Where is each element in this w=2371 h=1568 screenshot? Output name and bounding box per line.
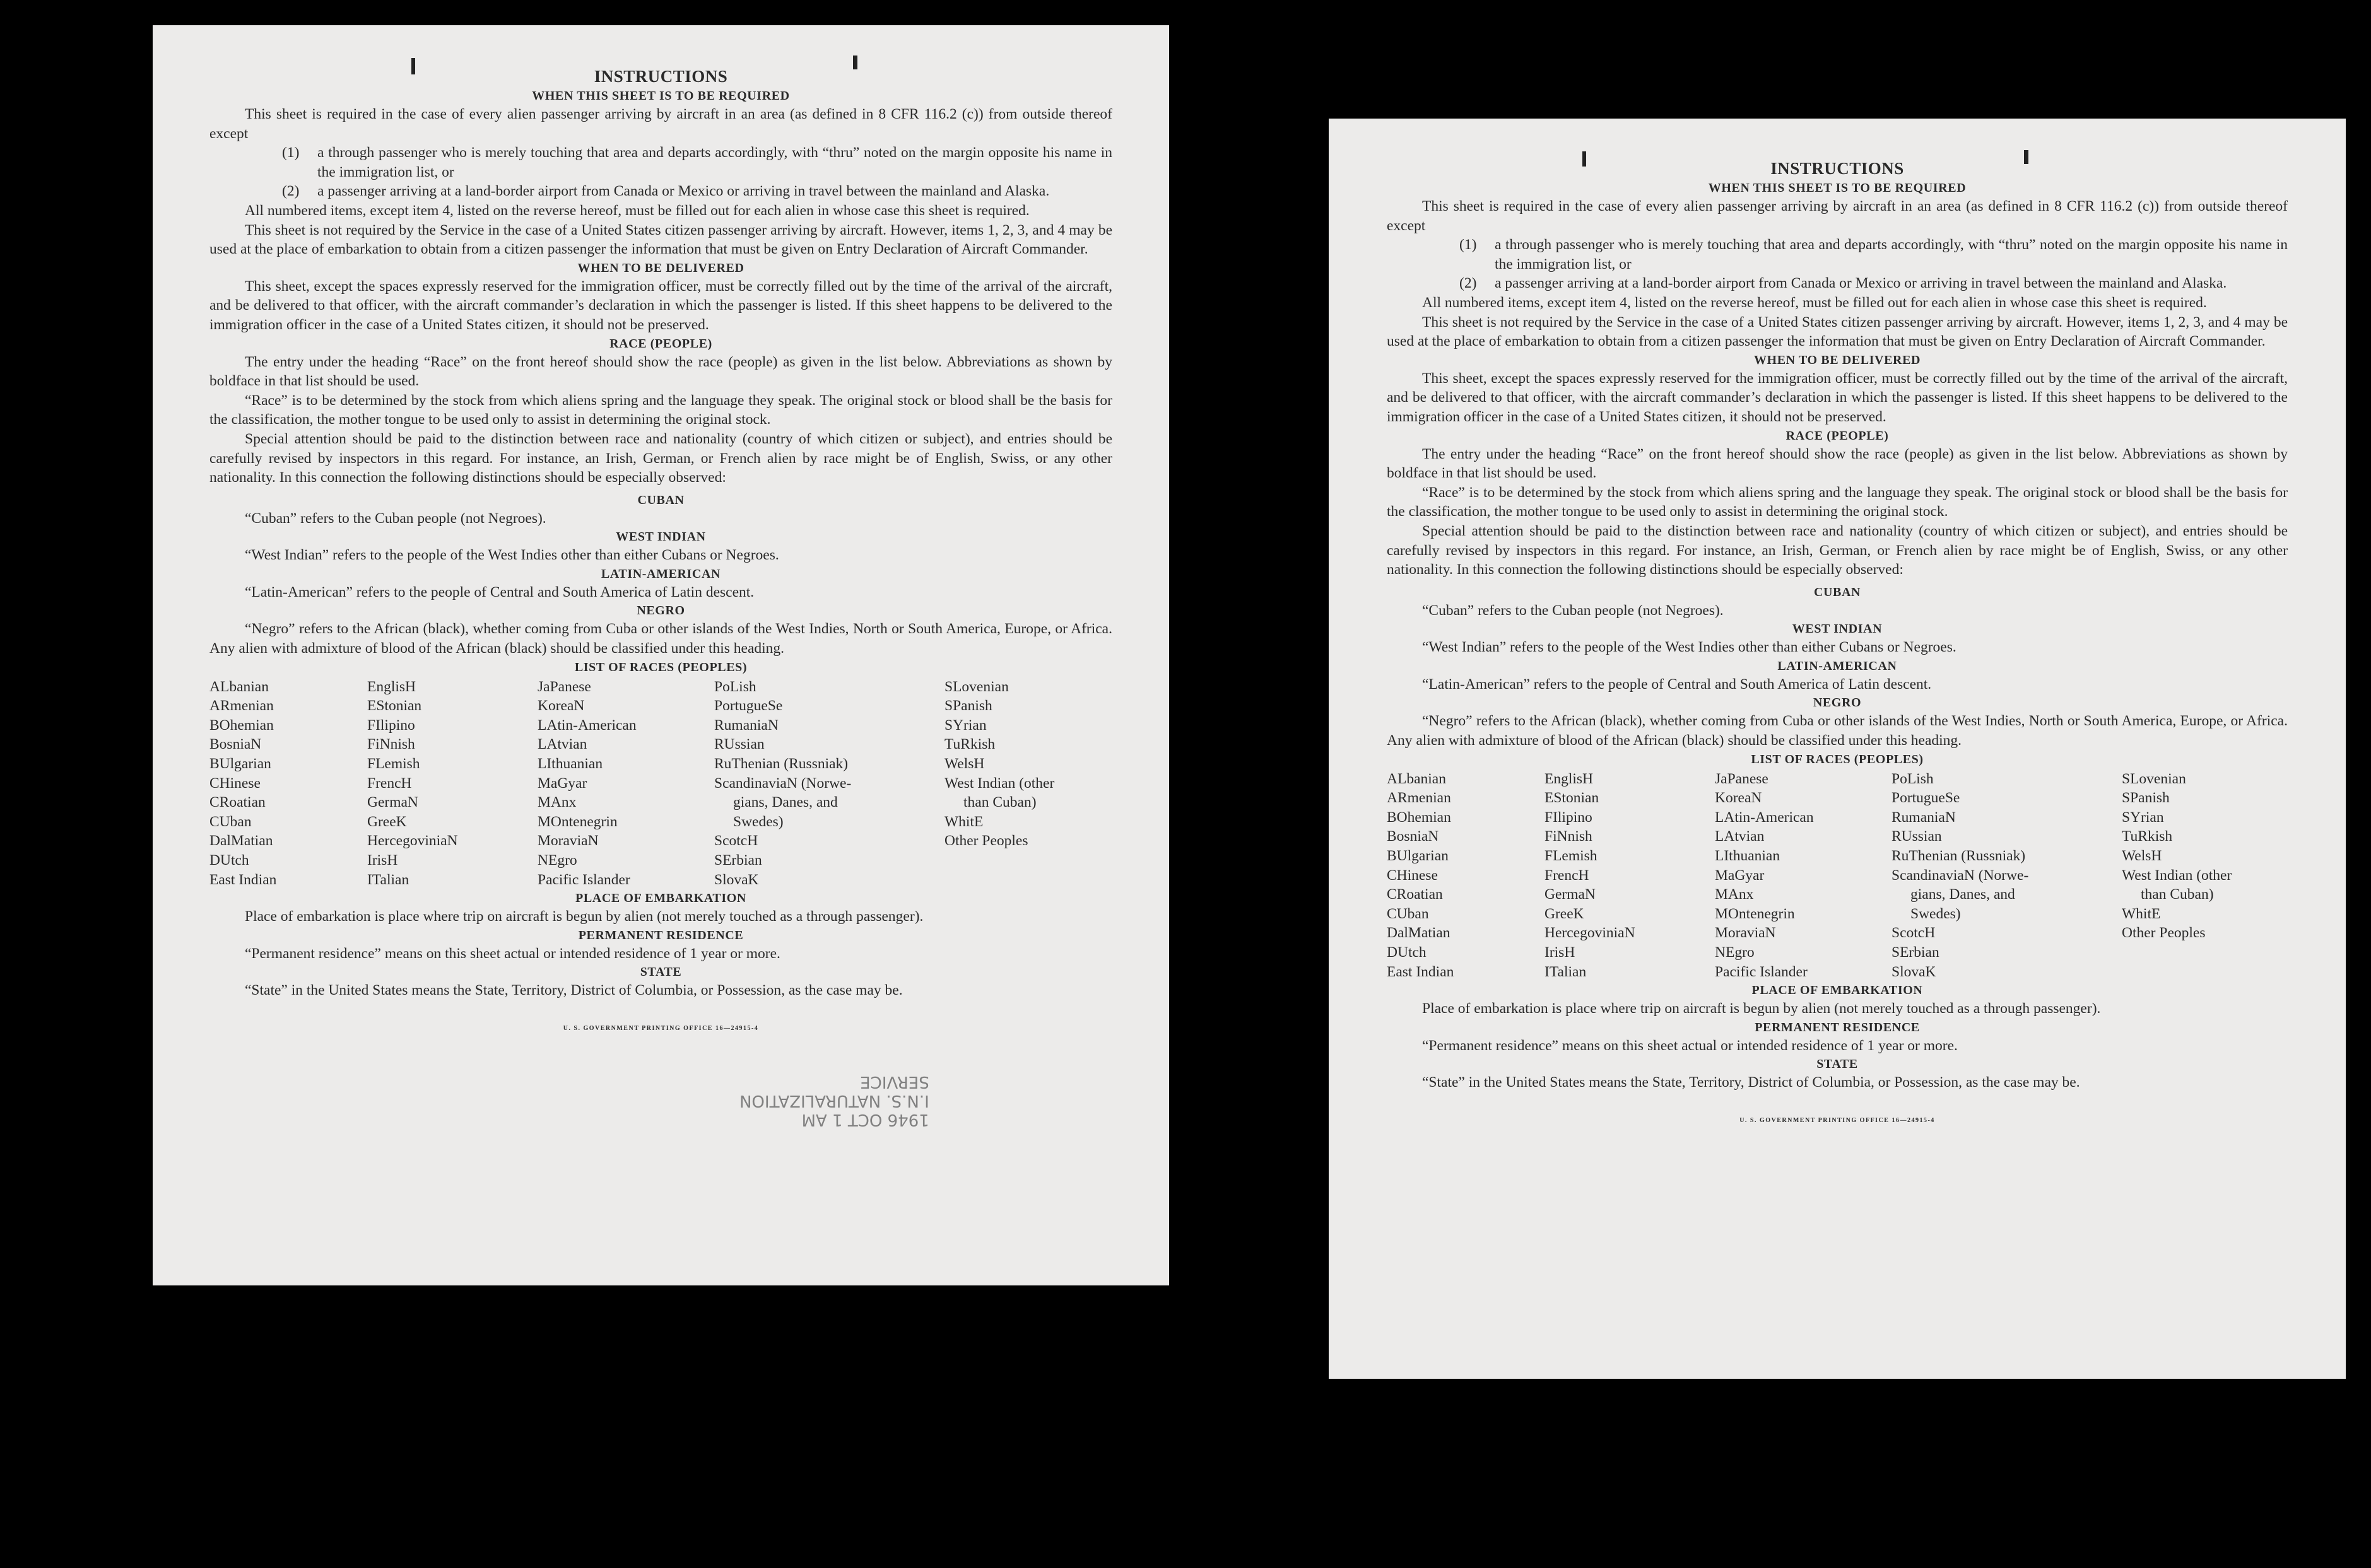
race-item: HercegoviniaN <box>367 833 458 850</box>
race-item: CHinese <box>209 775 261 792</box>
race-item: PoLish <box>1892 770 1934 787</box>
race-item: Swedes) <box>1910 905 1961 922</box>
received-stamp <box>739 1072 929 1129</box>
race-item: West Indian (other <box>2122 867 2232 884</box>
race-item: MOntenegrin <box>538 813 618 830</box>
race-item: MaGyar <box>1715 867 1765 884</box>
race-item: PortugueSe <box>1892 790 1960 807</box>
list-item <box>209 182 1112 201</box>
race-item: BOhemian <box>1387 809 1451 826</box>
race-item: SlovaK <box>1892 963 1936 980</box>
races-column <box>1892 769 2122 982</box>
race-item: PortugueSe <box>714 698 783 715</box>
race-item: LIthuanian <box>1715 848 1780 865</box>
race-item: IrisH <box>1544 944 1575 961</box>
race-item: LAtin-American <box>1715 809 1814 826</box>
race-item: SErbian <box>1892 944 1939 961</box>
paragraph: “West Indian” refers to the people of the West Indies other than either Cubans or Negroes. <box>1422 639 1956 656</box>
race-item: ScotcH <box>1892 925 1936 942</box>
section-heading: STATE <box>640 965 682 980</box>
race-item: EStonian <box>367 698 422 715</box>
paragraph: “Permanent residence” means on this sheet actual or intended residence of 1 year or more. <box>245 945 780 962</box>
race-item: JaPanese <box>1715 770 1768 787</box>
race-item: LAtvian <box>538 736 587 753</box>
race-item: WhitE <box>2122 905 2161 922</box>
section-heading: NEGRO <box>637 604 685 618</box>
race-item: KoreaN <box>538 698 585 715</box>
section-heading: WEST INDIAN <box>616 530 706 544</box>
list-text: a through passenger who is merely touching that area and departs accordingly, with “thru” noted on the margin opposite his name in the immigration list, or <box>1495 237 2288 272</box>
race-item: KoreaN <box>1715 790 1762 807</box>
race-item: than Cuban) <box>963 794 1037 811</box>
races-table <box>209 677 1112 890</box>
race-item: FLemish <box>367 756 420 773</box>
race-item: CRoatian <box>209 794 266 811</box>
races-column <box>714 677 944 890</box>
race-item: MoraviaN <box>1715 925 1776 942</box>
section-heading: PERMANENT RESIDENCE <box>1755 1020 1920 1034</box>
race-item: East Indian <box>1387 963 1454 980</box>
paragraph: This sheet is not required by the Service in the case of a United States citizen passenger arriving by aircraft. However, items 1, 2, 3, and 4 may be used at the place of embarkation to obtain from a citizen passenger the information that must be given on Entry Declaration of Aircraft Commander. <box>1387 313 2288 350</box>
race-item: HercegoviniaN <box>1544 925 1635 942</box>
list-number: (1) <box>282 144 300 161</box>
race-item: NEgro <box>538 852 577 869</box>
paragraph: “Race” is to be determined by the stock from which aliens spring and the language they speak. The original stock or blood shall be the basis for the classification, the mother tongue to be used only to assist in determining the original stock. <box>1387 484 2288 520</box>
race-item: TuRkish <box>944 736 996 753</box>
document-sheet-right <box>1329 119 2346 1379</box>
stamp-line: 1946 OCT 1 AM <box>801 1110 929 1129</box>
race-item: RuThenian (Russniak) <box>714 756 849 773</box>
section-heading: CUBAN <box>637 493 685 507</box>
race-item: LAtin-American <box>538 717 637 734</box>
race-item: RUssian <box>714 736 765 753</box>
race-item: CHinese <box>1387 867 1438 884</box>
section-heading: WHEN THIS SHEET IS TO BE REQUIRED <box>1708 181 1967 195</box>
race-item: JaPanese <box>538 678 591 695</box>
page-title: INSTRUCTIONS <box>1770 159 1904 178</box>
race-item: FrencH <box>367 775 412 792</box>
race-item: IrisH <box>367 852 398 869</box>
race-item: gians, Danes, and <box>1910 886 2015 903</box>
race-item: ALbanian <box>209 678 269 695</box>
race-item: SlovaK <box>714 871 759 888</box>
race-item: ALbanian <box>1387 770 1446 787</box>
race-item: WhitE <box>944 813 984 830</box>
page-title: INSTRUCTIONS <box>594 67 728 86</box>
list-text: a through passenger who is merely touching that area and departs accordingly, with “thru” noted on the margin opposite his name in the immigration list, or <box>317 144 1112 180</box>
section-heading: PLACE OF EMBARKATION <box>1751 983 1923 998</box>
list-number: (2) <box>1459 275 1477 292</box>
race-item: BosniaN <box>209 736 262 753</box>
race-item: FLemish <box>1544 848 1597 865</box>
paragraph: “Latin-American” refers to the people of Central and South America of Latin descent. <box>245 583 755 600</box>
paragraph: The entry under the heading “Race” on the front hereof should show the race (people) as given in the list below. Abbreviations as shown by boldface in that list should be used. <box>1387 445 2288 482</box>
race-item: BUlgarian <box>1387 848 1449 865</box>
paragraph: “Cuban” refers to the Cuban people (not Negroes). <box>245 510 546 527</box>
race-item: SYrian <box>944 717 987 734</box>
race-item: gians, Danes, and <box>733 794 838 811</box>
race-item: CUban <box>209 813 252 830</box>
printer-imprint: U. S. GOVERNMENT PRINTING OFFICE 16—24915-4 <box>563 1024 759 1032</box>
race-item: MaGyar <box>538 775 587 792</box>
race-item: Other Peoples <box>2122 925 2206 942</box>
race-item: Pacific Islander <box>1715 963 1808 980</box>
race-item: LIthuanian <box>538 756 603 773</box>
races-column <box>538 677 714 890</box>
section-heading: CUBAN <box>1813 585 1861 599</box>
document-sheet-left <box>153 25 1169 1285</box>
section-heading: WHEN THIS SHEET IS TO BE REQUIRED <box>532 89 790 103</box>
section-heading: PERMANENT RESIDENCE <box>578 928 744 942</box>
races-table <box>1387 769 2288 982</box>
section-heading: WEST INDIAN <box>1792 622 1883 636</box>
punch-mark <box>853 56 857 69</box>
paragraph: All numbered items, except item 4, listed on the reverse hereof, must be filled out for each alien in whose case this sheet is required. <box>1422 294 2207 311</box>
section-heading: LIST OF RACES (PEOPLES) <box>1751 752 1924 766</box>
race-item: FIlipino <box>1544 809 1592 826</box>
race-item: LAtvian <box>1715 828 1765 845</box>
race-item: FiNnish <box>367 736 415 753</box>
race-item: ScandinaviaN (Norwe- <box>714 775 852 792</box>
race-item: FiNnish <box>1544 828 1592 845</box>
races-column <box>1387 769 1544 982</box>
race-item: FrencH <box>1544 867 1589 884</box>
race-item: ScotcH <box>714 833 758 850</box>
race-item: Swedes) <box>733 813 784 830</box>
races-column <box>1715 769 1892 982</box>
paragraph: Special attention should be paid to the distinction between race and nationality (country of which citizen or subject), and entries should be carefully revised by inspectors in this regard. For instance, an Irish, German, or French alien by race might be of English, Swiss, or any other nationality. In this connection the following distinctions should be especially observed: <box>1387 522 2288 578</box>
paragraph: This sheet, except the spaces expressly reserved for the immigration officer, must be correctly filled out by the time of the arrival of the aircraft, and be delivered to that officer, with the aircraft commander’s declaration in which the passenger is listed. If this sheet happens to be delivered to the immigration officer in the case of a United States citizen, it should not be preserved. <box>1387 370 2288 425</box>
race-item: MAnx <box>1715 886 1754 903</box>
list-item <box>209 143 1112 182</box>
race-item: MAnx <box>538 794 577 811</box>
race-item: CUban <box>1387 905 1429 922</box>
section-heading: NEGRO <box>1813 696 1862 710</box>
race-item: RUssian <box>1892 828 1942 845</box>
race-item: NEgro <box>1715 944 1755 961</box>
section-heading: LIST OF RACES (PEOPLES) <box>574 660 748 674</box>
races-column <box>1544 769 1715 982</box>
race-item: GreeK <box>367 813 407 830</box>
race-item: MoraviaN <box>538 833 599 850</box>
race-item: Pacific Islander <box>538 871 630 888</box>
race-item: DUtch <box>1387 944 1427 961</box>
instructions-document <box>209 66 1112 1039</box>
race-item: ARmenian <box>209 698 274 715</box>
races-column <box>2122 769 2288 982</box>
race-item: CRoatian <box>1387 886 1443 903</box>
stamp-line: SERVICE <box>860 1072 929 1091</box>
race-item: DalMatian <box>209 833 273 850</box>
paragraph: “State” in the United States means the State, Territory, District of Columbia, or Possession, as the case may be. <box>1422 1074 2080 1091</box>
race-item: RuThenian (Russniak) <box>1892 848 2026 865</box>
race-item: BUlgarian <box>209 756 271 773</box>
race-item: TuRkish <box>2122 828 2173 845</box>
races-column <box>209 677 367 890</box>
race-item: DalMatian <box>1387 925 1450 942</box>
paragraph: Place of embarkation is place where trip on aircraft is begun by alien (not merely touched as a through passenger). <box>1422 1000 2101 1017</box>
paragraph: “Negro” refers to the African (black), whether coming from Cuba or other islands of the West Indies, North or South America, Europe, or Africa. Any alien with admixture of blood of the African (black) should be classified under this heading. <box>209 621 1112 657</box>
paragraph: This sheet is not required by the Service in the case of a United States citizen passenger arriving by aircraft. However, items 1, 2, 3, and 4 may be used at the place of embarkation to obtain from a citizen passenger the information that must be given on Entry Declaration of Aircraft Commander. <box>209 221 1112 258</box>
section-heading: RACE (PEOPLE) <box>609 336 712 351</box>
list-number: (2) <box>282 183 300 200</box>
paragraph: “Cuban” refers to the Cuban people (not Negroes). <box>1422 602 1724 619</box>
list-text: a passenger arriving at a land-border airport from Canada or Mexico or arriving in travel between the mainland and Alaska. <box>317 183 1050 200</box>
paragraph: The entry under the heading “Race” on the front hereof should show the race (people) as given in the list below. Abbreviations as shown by boldface in that list should be used. <box>209 353 1112 390</box>
paragraph: “West Indian” refers to the people of the West Indies other than either Cubans or Negroes. <box>245 547 779 564</box>
race-item: than Cuban) <box>2141 886 2214 903</box>
section-heading: WHEN TO BE DELIVERED <box>1753 353 1921 367</box>
punch-mark <box>2024 150 2028 164</box>
section-heading: LATIN-AMERICAN <box>1777 658 1897 673</box>
race-item: ITalian <box>1544 963 1587 980</box>
stamp-line: I.N.S. NATURALIZATION <box>739 1091 929 1110</box>
race-item: MOntenegrin <box>1715 905 1795 922</box>
race-item: ITalian <box>367 871 409 888</box>
list-item <box>1387 274 2288 293</box>
race-item: GreeK <box>1544 905 1584 922</box>
paragraph: This sheet is required in the case of every alien passenger arriving by aircraft in an area (as defined in 8 CFR 116.2 (c)) from outside thereof except <box>1387 198 2288 234</box>
race-item: PoLish <box>714 678 756 695</box>
punch-mark <box>411 58 415 74</box>
race-item: West Indian (other <box>944 775 1055 792</box>
paragraph: Place of embarkation is place where trip on aircraft is begun by alien (not merely touched as a through passenger). <box>245 908 924 925</box>
races-column <box>367 677 538 890</box>
printer-imprint: U. S. GOVERNMENT PRINTING OFFICE 16—24915-4 <box>1739 1116 1935 1124</box>
race-item: DUtch <box>209 852 249 869</box>
race-item: BosniaN <box>1387 828 1439 845</box>
race-item: SErbian <box>714 852 762 869</box>
race-item: RumaniaN <box>1892 809 1956 826</box>
section-heading: LATIN-AMERICAN <box>601 566 721 581</box>
race-item: RumaniaN <box>714 717 779 734</box>
race-item: East Indian <box>209 871 277 888</box>
race-item: WelsH <box>944 756 985 773</box>
section-heading: STATE <box>1816 1057 1858 1072</box>
paragraph: All numbered items, except item 4, listed on the reverse hereof, must be filled out for each alien in whose case this sheet is required. <box>245 202 1030 219</box>
section-heading: PLACE OF EMBARKATION <box>575 891 746 906</box>
paragraph: “Latin-American” refers to the people of Central and South America of Latin descent. <box>1422 676 1932 693</box>
section-heading: WHEN TO BE DELIVERED <box>577 260 744 275</box>
race-item: ARmenian <box>1387 790 1451 807</box>
list-item <box>1387 235 2288 274</box>
race-item: EnglisH <box>367 678 416 695</box>
paragraph: “Race” is to be determined by the stock from which aliens spring and the language they speak. The original stock or blood shall be the basis for the classification, the mother tongue to be used only to assist in determining the original stock. <box>209 392 1112 428</box>
races-column <box>944 677 1112 890</box>
race-item: SLovenian <box>2122 770 2186 787</box>
race-item: EnglisH <box>1544 770 1594 787</box>
race-item: WelsH <box>2122 848 2162 865</box>
race-item: GermaN <box>367 794 418 811</box>
race-item: EStonian <box>1544 790 1599 807</box>
paragraph: This sheet, except the spaces expressly reserved for the immigration officer, must be correctly filled out by the time of the arrival of the aircraft, and be delivered to that officer, with the aircraft commander’s declaration in which the passenger is listed. If this sheet happens to be delivered to the immigration officer in the case of a United States citizen, it should not be preserved. <box>209 278 1112 333</box>
list-text: a passenger arriving at a land-border airport from Canada or Mexico or arriving in travel between the mainland and Alaska. <box>1495 275 2227 292</box>
paragraph: “Negro” refers to the African (black), whether coming from Cuba or other islands of the West Indies, North or South America, Europe, or Africa. Any alien with admixture of blood of the African (black) should be classified under this heading. <box>1387 713 2288 749</box>
punch-mark <box>1582 151 1586 167</box>
paragraph: This sheet is required in the case of every alien passenger arriving by aircraft in an area (as defined in 8 CFR 116.2 (c)) from outside thereof except <box>209 106 1112 142</box>
paragraph: “Permanent residence” means on this sheet actual or intended residence of 1 year or more. <box>1422 1037 1958 1054</box>
race-item: SLovenian <box>944 678 1009 695</box>
paragraph: “State” in the United States means the State, Territory, District of Columbia, or Possession, as the case may be. <box>245 982 903 999</box>
race-item: SYrian <box>2122 809 2164 826</box>
instructions-document <box>1387 158 2288 1131</box>
list-number: (1) <box>1459 237 1477 254</box>
section-heading: RACE (PEOPLE) <box>1786 428 1889 443</box>
race-item: SPanish <box>944 698 992 715</box>
race-item: ScandinaviaN (Norwe- <box>1892 867 2029 884</box>
paragraph: Special attention should be paid to the distinction between race and nationality (country of which citizen or subject), and entries should be carefully revised by inspectors in this regard. For instance, an Irish, German, or French alien by race might be of English, Swiss, or any other nationality. In this connection the following distinctions should be especially observed: <box>209 430 1112 486</box>
race-item: BOhemian <box>209 717 274 734</box>
race-item: SPanish <box>2122 790 2170 807</box>
race-item: Other Peoples <box>944 833 1028 850</box>
race-item: GermaN <box>1544 886 1596 903</box>
race-item: FIlipino <box>367 717 415 734</box>
